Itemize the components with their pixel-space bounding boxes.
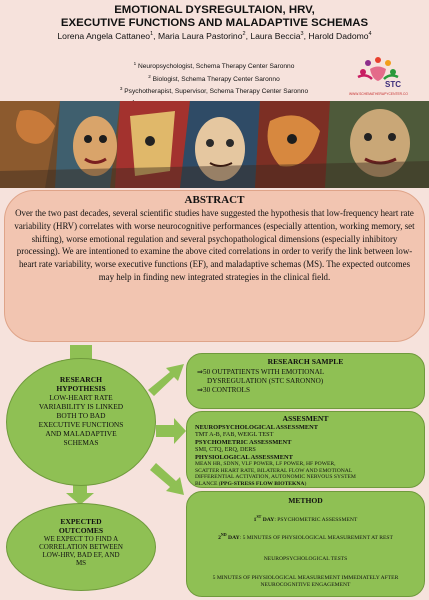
author-sup: 1 [150, 31, 154, 38]
arrow-to-assess [156, 418, 186, 444]
author-sup: 3 [300, 31, 304, 38]
method-step-physio-2: NEUROCOGNITIVE ENGAGEMENT [260, 581, 351, 588]
method-day2: 2ND DAY: 5 MINUTES OF PHYSIOLOGICAL MEASUREMENT AT REST [218, 531, 393, 541]
research-hypothesis-ellipse [6, 358, 156, 486]
author-list: Lorena Angela Cattaneo$^1$, Maria Laura Pastorino$^2$, Laura Beccia$^3$, Harold Dadomo$^4$ [57, 31, 372, 41]
author-sup: 4 [368, 31, 372, 38]
assessment-heading: ASSESMENT [282, 414, 329, 423]
outcomes-line: CORRELATION BETWEEN [39, 543, 123, 551]
expected-outcomes-ellipse [6, 503, 156, 591]
assessment-section-title: PSYCHOMETRIC ASSESSMENT [195, 439, 292, 447]
hypothesis-line: BOTH TO BAD [56, 411, 106, 420]
sample-item: DYSREGULATION (STC SARONNO) [207, 377, 324, 385]
outcomes-title-2: OUTCOMES [58, 526, 104, 535]
outcomes-title-1: EXPECTED [60, 517, 102, 526]
assessment-line: SCATTER HEART RATE, BILATERAL FLOW AND EMOTIONAL [195, 467, 353, 474]
method-heading: METHOD [288, 496, 323, 505]
assessment-line: TMT A-B, FAB, WEIGL TEST [195, 431, 274, 438]
research-sample-box [186, 353, 425, 409]
author-name: Lorena Angela Cattaneo [57, 31, 151, 41]
method-day1: 1ST DAY: PSYCHOMETRIC ASSESSMENT [253, 514, 358, 523]
hypothesis-line: VARIABILITY IS LINKED [38, 402, 124, 411]
abstract-text: Over the two past decades, several scientific studies have suggested the hypothesis that low-frequency heart rate variability (HRV) correlates with worse neurocognitive performances (especially attention, working memory, set shifting), worse emotional regulation and several psychopathological dimensions (especially inhibitory processing). We are intentioned to examine the above cited correlations in order to verify the link between low-heart rate variability, worse executive functions (EF), and maladaptive schemas (MS). The expected outcomes may help in finding new integrated strategies in the clinical field. [14, 208, 415, 282]
assessment-line: MEAN HR, SDNN, VLF POWER, LF POWER, HF POWER, [195, 461, 336, 468]
sample-item: ⇒50 OUTPATIENTS WITH EMOTIONAL [197, 368, 325, 376]
method-step-neuro: NEUROPSYCHOLOGICAL TESTS [263, 555, 348, 562]
author-name: Harold Dadomo [308, 31, 369, 41]
hypothesis-title-1: RESEARCH [59, 375, 103, 384]
hypothesis-line: SCHEMAS [63, 438, 99, 447]
hypothesis-line: AND MALADAPTIVE [45, 429, 117, 438]
title-line-1: EMOTIONAL DYSREGULTAION, HRV, [114, 4, 315, 16]
hypothesis-line: LOW-HEART RATE [49, 393, 113, 402]
logo-url: WWW.SCHEMATHERAPYCENTER.COM [349, 92, 408, 96]
outcomes-line: WE EXPECT TO FIND A [43, 535, 119, 543]
assessment-line: DIFFERENTIAL ACTIVATION, AUTONOMIC NERVOUS SYSTEM [195, 474, 356, 481]
hypothesis-line: EXECUTIVE FUNCTIONS [38, 420, 124, 429]
title-line-2: EXECUTIVE FUNCTIONS AND MALADAPTIVE SCHEMAS [60, 17, 369, 29]
affiliation: $^1$ Neuropsychologist, Schema Therapy Center Saronno [133, 61, 295, 71]
author-sup: 2 [242, 31, 246, 38]
abstract-heading: ABSTRACT [184, 194, 245, 206]
arrow-down-2 [66, 483, 94, 505]
sample-heading: RESEARCH SAMPLE [267, 357, 344, 366]
author-name: Laura Beccia [250, 31, 301, 41]
affiliation: $^3$ Psychotherapist, Supervisor, Schema Therapy Center Saronno [119, 86, 309, 96]
sample-item: ⇒30 CONTROLS [197, 386, 250, 394]
method-step-physio-1: 5 MINUTES OF PHYSIOLOGICAL MEASUREMENT IMMEDIATELY AFTER [212, 574, 399, 581]
assessment-section-title: PHYSIOLOGICAL ASSESSMENT [195, 454, 293, 462]
arrow-to-method [150, 463, 184, 495]
hypothesis-title-2: HYPOTHESIS [56, 384, 106, 393]
assessment-section-title: NEUROPSYCHOLOGICAL ASSESSMENT [195, 424, 319, 431]
affiliation: $^2$ Biologist, Schema Therapy Center Saronno [148, 73, 280, 83]
outcomes-line: MS [75, 559, 87, 567]
logo-acronym: STC [385, 80, 401, 89]
outcomes-line: LOW-HRV, BAD EF, AND [42, 551, 120, 559]
assessment-box [186, 411, 425, 488]
method-box [186, 491, 425, 597]
author-name: Maria Laura Pastorino [157, 31, 243, 41]
assessment-line: SMI, CTQ, ERQ, DERS [195, 446, 256, 454]
assessment-line: BLANCE (PPG-STRESS FLOW BIOTEKNA) [195, 480, 307, 487]
